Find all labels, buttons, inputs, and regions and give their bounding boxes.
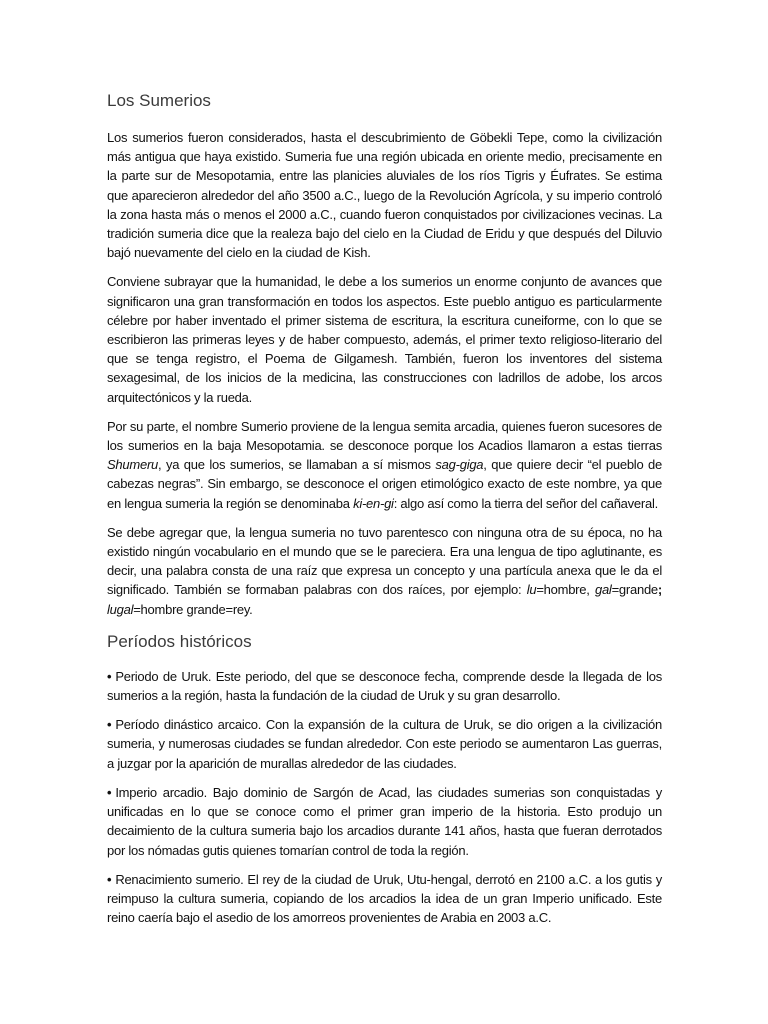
text-run: : algo así como la tierra del señor del cañaveral. <box>393 495 658 511</box>
list-item <box>107 715 662 773</box>
paragraph-name-origin <box>107 417 662 513</box>
text-run: Se debe agregar que, la lengua sumeria no tuvo parentesco con ninguna otra de su época, no ha existido ningún vocabulario en el mundo que se le pareciera. Era una lengua de tipo aglutinante, es decir, una palabra consta de una raíz que expresa un concepto y una partícula anexa que le da el significado. También se formaban palabras con dos raíces, por ejemplo: <box>107 524 662 598</box>
text-run: , que quiere decir “el pueblo de cabezas negras”. Sin embargo, se desconoce el origen etimológico exacto de este nombre, ya que en lengua sumeria la región se denominaba <box>107 457 662 511</box>
text-run: =hombre, <box>536 582 595 598</box>
italic-term-ki-en-gi: ki-en-gi <box>353 495 394 511</box>
document-page <box>107 88 662 937</box>
list-item-text: Renacimiento sumerio. El rey de la ciudad de Uruk, Utu-hengal, derrotó en 2100 a.C. a los gutis y reimpuso la cultura sumeria, copiando de los arcadios la idea de un gran Imperio unificado. Este reino caería bajo el asedio de los amorreos provenientes de Arabia en 2003 a.C. <box>107 871 662 926</box>
list-item <box>107 783 662 860</box>
bullet-icon: • <box>107 717 112 733</box>
document-title: Los Sumerios <box>107 91 211 110</box>
paragraph-intro: Los sumerios fueron considerados, hasta el descubrimiento de Göbekli Tepe, como la civilización más antigua que haya existido. Sumeria fue una región ubicada en oriente medio, precisamente en la parte sur de Mesopotamia, entre las planicies aluviales de los ríos Tigris y Éufrates. Se estima que aparecieron alrededor del año 3500 a.C., luego de la Revolución Agrícola, y su imperio controló la zona hasta más o menos el 2000 a.C., cuando fueron conquistados por civilizaciones vecinas. La tradición sumeria dice que la realeza bajo del cielo en la Ciudad de Eridu y que después del Diluvio bajó nuevamente del cielo en la ciudad de Kish. <box>107 130 662 261</box>
text-run: Por su parte, el nombre Sumerio proviene de la lengua semita arcadia, quienes fueron sucesores de los sumerios en la baja Mesopotamia. se desconoce porque los Acadios llamaron a estas tierras <box>107 418 662 454</box>
list-item <box>107 870 662 928</box>
section-title-periods: Períodos históricos <box>107 631 252 651</box>
list-item-text: Período dinástico arcaico. Con la expansión de la cultura de Uruk, se dio origen a la civilización sumeria, y numerosas ciudades se fundan alrededor. Con este periodo se aumentaron Las guerras, a juzgar por la aparición de murallas alrededor de las ciudades. <box>107 717 662 771</box>
bold-semicolon: ; <box>657 582 662 598</box>
italic-term-lu: lu <box>526 582 537 598</box>
paragraph-achievements: Conviene subrayar que la humanidad, le debe a los sumerios un enorme conjunto de avances que significaron una gran transformación en todos los aspectos. Este pueblo antiguo es particularmente célebre por haber inventado el primer sistema de escritura, la escritura cuneiforme, con lo que se escribieron las primeras leyes y de haber compuesto, además, el primer texto religioso-literario del que se tenga registro, el Poema de Gilgamesh. También, fueron los inventores del sistema sexagesimal, de los inicios de la medicina, las construcciones con ladrillos de adobe, los arcos arquitectónicos y la rueda. <box>107 274 662 405</box>
bullet-icon: • <box>107 668 112 684</box>
text-run: , ya que los sumerios, se llamaban a sí mismos <box>158 457 436 473</box>
list-item-text: Periodo de Uruk. Este periodo, del que se desconoce fecha, comprende desde la llegada de los sumerios a la región, hasta la fundación de la ciudad de Uruk y su gran desarrollo. <box>107 668 662 704</box>
bullet-icon: • <box>107 871 112 887</box>
text-run: =hombre grande=rey. <box>133 601 253 617</box>
text-run: =grande <box>611 582 658 598</box>
italic-term-sag-giga: sag-giga <box>435 457 484 473</box>
bullet-icon: • <box>107 784 112 800</box>
italic-term-lugal: lugal <box>107 601 134 617</box>
italic-term-shumeru: Shumeru <box>107 457 158 473</box>
paragraph-language <box>107 523 662 619</box>
list-item-text: Imperio arcadio. Bajo dominio de Sargón de Acad, las ciudades sumerias son conquistadas y unificadas en lo que se conoce como el primer gran imperio de la historia. Esto produjo un decaimiento de la cultura sumeria bajo los arcadios durante 141 años, hasta que fueran derrotados por los nómadas gutis quienes tomarían control de toda la región. <box>107 784 662 858</box>
list-item <box>107 667 662 705</box>
italic-term-gal: gal <box>594 582 612 598</box>
